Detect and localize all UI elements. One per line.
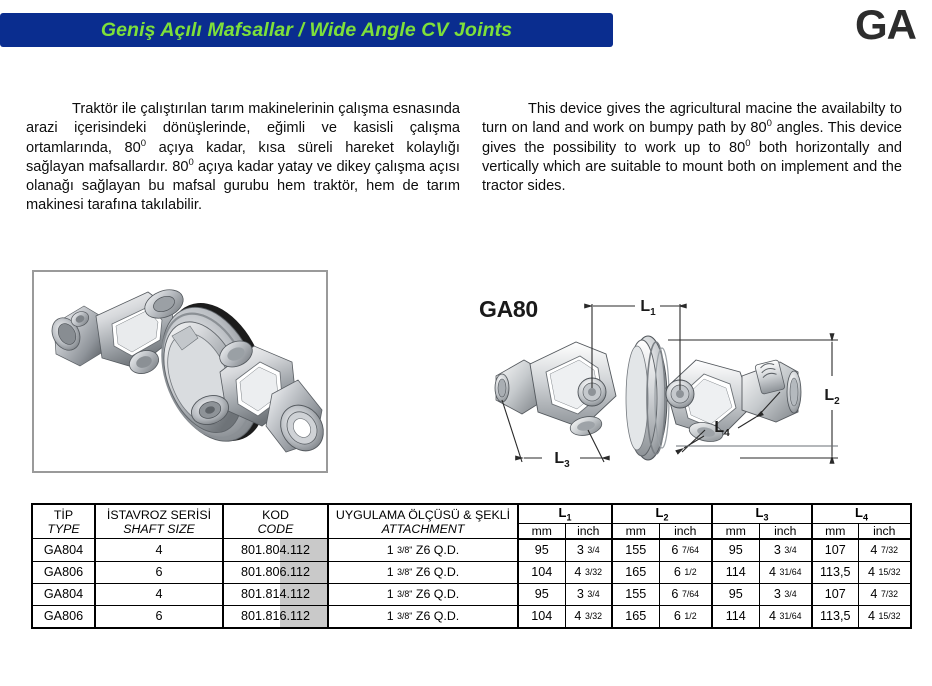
attach-whole: 1 [386,565,398,580]
header-L2-letter: L [655,505,664,520]
intro-paragraph-english [482,100,902,196]
inch-whole: 3 [576,587,588,602]
cell-L4-inch [858,539,911,562]
cell-type: GA804 [32,539,95,562]
header-code-en: CODE [257,521,294,536]
attach-fraction: 3/8" [397,589,413,600]
code-value: 801.806.112 [240,565,311,580]
inch-fraction: 3/32 [584,611,603,622]
intro-tr-part1: Traktör ile çalıştırılan tarım makinelerinin çalışma esnasında arazi içerisindeki dönüşlerinde, eğimli ve kasisli çalışma ortamlarında, 80 [26,101,460,156]
inch-whole: 4 [768,565,780,580]
header-L2-sub: 2 [663,512,669,523]
cell-L4-mm: 113,5 [812,605,858,628]
inch-fraction: 7/32 [880,545,899,556]
header-group-L3 [712,504,812,523]
cell-L1-mm: 104 [518,605,565,628]
cell-L4-inch [858,583,911,605]
dimension-label-L1: $L_1$ [640,298,656,318]
header-banner [0,13,613,47]
table-row [32,539,911,562]
header-L3-mm: mm [712,523,759,539]
inch-whole: 4 [867,609,879,624]
attach-rest: Z6 Q.D. [412,587,460,602]
cell-L1-mm: 104 [518,561,565,583]
inch-whole: 4 [867,565,879,580]
technical-drawing [480,280,920,485]
inch-fraction: 7/64 [681,589,700,600]
header-L1-mm: mm [518,523,565,539]
header-L4-mm: mm [812,523,858,539]
degree-symbol-tr-2: 0 [188,157,194,169]
dimension-label-L2: $L_2$ [824,387,840,407]
inch-fraction: 31/64 [779,611,802,622]
inch-whole: 4 [870,587,881,602]
cell-L2-inch [659,561,712,583]
cell-attachment [328,539,518,562]
attach-fraction: 3/8" [397,544,413,555]
cell-shaft-size: 6 [95,561,223,583]
header-L3-letter: L [755,505,764,520]
inch-fraction: 3/4 [587,589,600,600]
inch-fraction: 3/4 [784,589,797,600]
intro-en-part2: angles. This device gives the possibility to work up to 80 [482,120,902,156]
specification-table [31,503,912,629]
cell-shaft-size: 4 [95,539,223,562]
inch-whole: 4 [574,565,585,580]
attach-fraction: 3/8" [397,567,413,578]
cell-L3-inch [759,605,812,628]
cell-L4-mm: 113,5 [812,561,858,583]
header-L1-inch: inch [565,523,612,539]
degree-symbol-tr-1: 0 [140,137,147,149]
header-shaft-en: SHAFT SIZE [123,521,195,536]
cell-L1-inch [565,605,612,628]
intro-en-part1: This device gives the agricultural macine the availabilty to turn on land and work on bumpy path by 80 [482,101,902,137]
cell-L4-mm: 107 [812,539,858,562]
cell-code [223,561,328,583]
header-attach-en: ATTACHMENT [381,521,465,536]
inch-whole: 6 [673,609,685,624]
inch-fraction: 3/4 [587,545,600,556]
cv-joint-photo [34,272,326,471]
inch-fraction: 15/32 [878,567,901,578]
cell-L3-mm: 114 [712,561,759,583]
inch-whole: 6 [671,587,682,602]
header-L1-letter: L [558,505,567,520]
intro-tr-part3: açıya kadar yatay ve dikey çalışma açısı olanağı sağlayan bu mafsal gurubu hem traktör, hem de tarım makinesi tarafına takılabilir. [26,158,460,214]
cell-L1-inch [565,539,612,562]
inch-whole: 6 [671,543,682,558]
attach-rest: Z6 Q.D. [412,565,460,580]
cell-attachment [328,583,518,605]
cell-type: GA806 [32,561,95,583]
intro-paragraph-turkish [26,100,460,216]
degree-symbol-en-2: 0 [745,137,751,149]
inch-fraction: 3/4 [784,545,797,556]
cell-L2-inch [659,583,712,605]
attach-whole: 1 [386,609,398,624]
cell-shaft-size: 6 [95,605,223,628]
header-L2-inch: inch [659,523,712,539]
cell-attachment [328,605,518,628]
header-type [32,504,95,539]
header-L2-mm: mm [612,523,659,539]
inch-whole: 4 [768,609,780,624]
page-code-label: GA [855,1,916,48]
cell-L3-inch [759,583,812,605]
drawing-title: GA80 [479,296,538,322]
header-group-L4 [812,504,911,523]
header-shaft-size [95,504,223,539]
cell-attachment [328,561,518,583]
cell-code [223,539,328,562]
intro-en-part3: both horizontally and vertically which are suitable to mount both on implement and the tractor sides. [482,139,902,195]
dimension-label-L3: $L_3$ [554,450,570,470]
inch-whole: 6 [673,565,685,580]
cell-L2-mm: 155 [612,539,659,562]
cell-code [223,605,328,628]
cell-L2-mm: 155 [612,583,659,605]
attach-whole: 1 [386,542,398,557]
header-L4-letter: L [855,505,863,520]
cell-L3-mm: 95 [712,583,759,605]
attach-fraction: 3/8" [397,611,413,622]
cell-L1-mm: 95 [518,583,565,605]
table-header-row-1 [32,504,911,523]
code-value: 801.804.112 [240,542,311,557]
header-shaft-tr: İSTAVROZ SERİSİ [106,507,212,522]
table-row [32,583,911,605]
cell-L3-inch [759,539,812,562]
code-value: 801.814.112 [240,587,311,602]
cv-joint-line-drawing [480,280,920,485]
cell-L4-inch [858,561,911,583]
inch-fraction: 1/2 [684,611,697,622]
attach-whole: 1 [386,587,398,602]
inch-whole: 3 [576,543,588,558]
page-title: Geniş Açılı Mafsallar / Wide Angle CV Joints [100,19,513,41]
intro-tr-part2: açıya kadar, kısa süreli hareket kolaylığı sağlayan mafsallardır. 80 [26,139,460,175]
inch-fraction: 7/64 [681,545,700,556]
cell-L2-inch [659,539,712,562]
header-group-L1 [518,504,612,523]
cell-L1-inch [565,561,612,583]
table-row [32,605,911,628]
inch-whole: 3 [773,587,785,602]
inch-fraction: 31/64 [779,567,802,578]
cell-L1-mm: 95 [518,539,565,562]
code-value: 801.816.112 [240,609,311,624]
header-L3-inch: inch [759,523,812,539]
inch-fraction: 7/32 [880,589,899,600]
header-type-tr: TİP [53,507,74,522]
inch-whole: 3 [773,543,785,558]
product-photo-frame [32,270,328,473]
header-L3-sub: 3 [763,512,769,523]
header-type-en: TYPE [47,521,80,536]
header-L4-inch: inch [858,523,911,539]
cell-type: GA806 [32,605,95,628]
header-code [223,504,328,539]
header-L4-sub: 4 [862,512,868,523]
table-body [32,539,911,628]
inch-whole: 4 [870,543,881,558]
cell-L3-mm: 114 [712,605,759,628]
cell-L4-mm: 107 [812,583,858,605]
attach-rest: Z6 Q.D. [412,609,460,624]
attach-rest: Z6 Q.D. [412,542,460,557]
inch-fraction: 1/2 [684,567,697,578]
table-header [32,504,911,539]
degree-symbol-en-1: 0 [766,118,772,130]
cell-L2-mm: 165 [612,561,659,583]
inch-fraction: 3/32 [584,567,603,578]
cell-L2-mm: 165 [612,605,659,628]
cell-L3-mm: 95 [712,539,759,562]
cell-L3-inch [759,561,812,583]
cell-code [223,583,328,605]
header-attach-tr: UYGULAMA ÖLÇÜSÜ & ŞEKLİ [335,507,511,522]
cell-L4-inch [858,605,911,628]
cell-L2-inch [659,605,712,628]
cell-L1-inch [565,583,612,605]
inch-whole: 4 [574,609,585,624]
table-row [32,561,911,583]
header-code-tr: KOD [262,507,289,522]
dimension-label-L4: $L_4$ [714,419,730,439]
cell-shaft-size: 4 [95,583,223,605]
cell-type: GA804 [32,583,95,605]
header-group-L2 [612,504,712,523]
inch-fraction: 15/32 [878,611,901,622]
header-L1-sub: 1 [566,512,572,523]
header-attachment [328,504,518,539]
